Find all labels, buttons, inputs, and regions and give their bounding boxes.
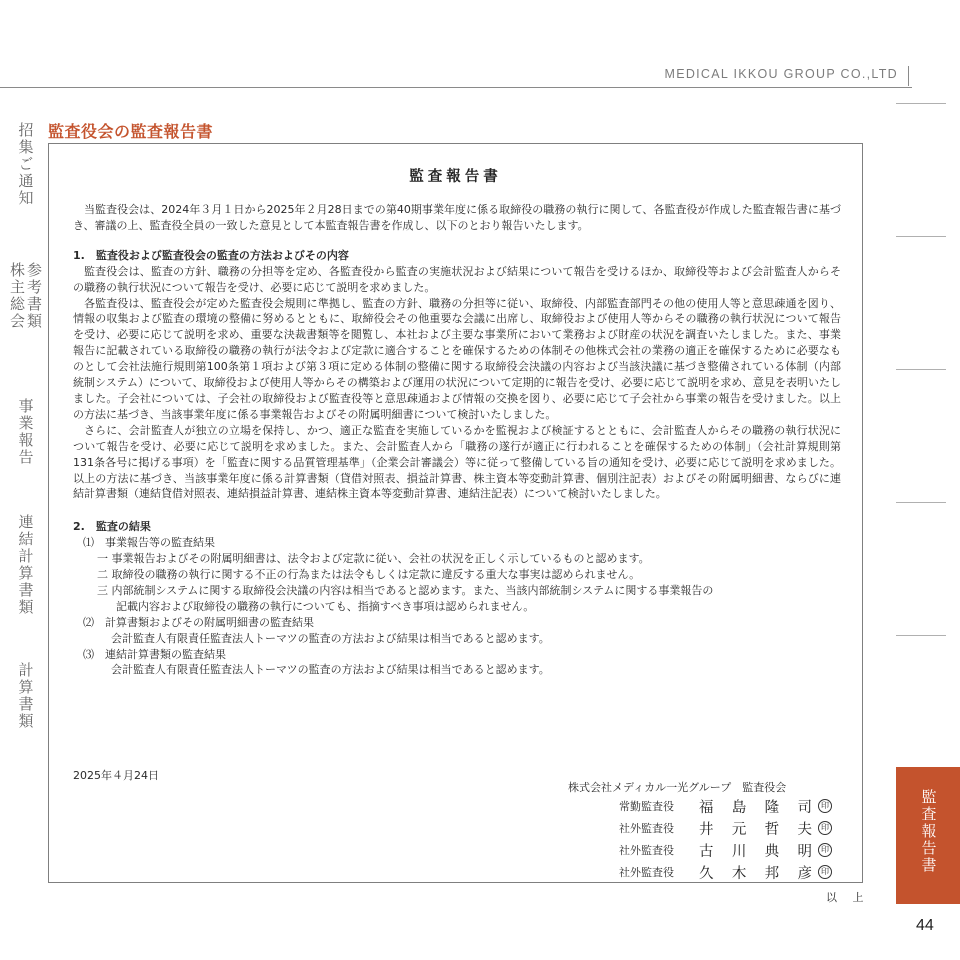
page-number: 44	[916, 917, 934, 934]
signatory-name	[687, 840, 818, 861]
name-char: 久	[699, 865, 714, 882]
signatory-row	[619, 796, 849, 816]
sub-1-item-3-cont: 記載内容および取締役の職務の執行についても、指摘すべき事項は認められません。	[116, 599, 535, 613]
signatory-row	[619, 862, 849, 882]
side-tab-divider	[896, 103, 946, 104]
section-title: 監査役会の監査報告書	[48, 122, 214, 141]
signatory-role: 社外監査役	[619, 866, 674, 879]
signatory-row	[619, 818, 849, 838]
seal-icon: 印	[818, 799, 832, 813]
side-tab-label: 監査報告書	[919, 789, 938, 874]
name-char: 哲	[764, 821, 780, 838]
sub-1-item-3: 三 内部統制システムに関する取締役会決議の内容は相当であると認めます。また、当該内部統制システムに関する事業報告の	[97, 583, 714, 597]
sub-3-body: 会計監査人有限責任監査法人トーマツの監査の方法および結果は相当であると認めます。	[111, 663, 550, 677]
section-1-paragraph-1: 監査役会は、監査の方針、職務の分担等を定め、各監査役から監査の実施状況および結果について報告を受けるほか、取締役等および会計監査人からその職務の執行状況について報告を受け、必要に応じて説明を求めました。	[73, 264, 841, 294]
name-char: 典	[764, 843, 780, 860]
side-tab-divider	[896, 635, 946, 636]
sub-1-item-1: 一 事業報告およびその附属明細書は、法令および定款に従い、会社の状況を正しく示しているものと認めます。	[97, 552, 650, 566]
end-note: 以 上	[826, 891, 870, 904]
name-char: 島	[731, 799, 747, 816]
signatory-name	[687, 818, 818, 839]
side-tab-divider	[896, 236, 946, 237]
report-body	[73, 202, 841, 678]
signatory-role: 社外監査役	[619, 844, 674, 857]
name-char: 福	[699, 799, 714, 816]
name-char: 木	[731, 865, 747, 882]
side-tab-reference[interactable]	[0, 262, 50, 330]
side-tab-label: 招集ご通知	[16, 122, 35, 207]
signatory-name	[687, 796, 818, 817]
side-tab-label: 参考書類	[25, 262, 43, 330]
side-tab-label: 計算書類	[16, 662, 35, 730]
side-tab-label: 株主総会	[8, 262, 26, 330]
sub-3-heading: ⑶ 連結計算書類の監査結果	[83, 647, 226, 661]
side-tab-business-report[interactable]	[0, 398, 50, 466]
name-char: 隆	[764, 799, 780, 816]
side-tab-label: 連結計算書類	[16, 514, 35, 616]
report-intro: 当監査役会は、2024年３月１日から2025年２月28日までの第40期事業年度に係る取締役の職務の執行に関して、各監査役が作成した監査報告書に基づき、審議の上、監査役全員の一致した意見として本監査報告書を作成し、以下のとおり報告いたします。	[73, 203, 841, 232]
board-name: 株式会社メディカル一光グループ 監査役会	[568, 781, 787, 794]
side-tab-audit-report[interactable]	[896, 767, 960, 904]
sub-2-heading: ⑵ 計算書類およびその附属明細書の監査結果	[83, 615, 314, 629]
section-1-heading: 1. 監査役および監査役会の監査の方法およびその内容	[73, 248, 349, 262]
name-char: 明	[797, 843, 812, 860]
seal-icon: 印	[818, 865, 832, 879]
side-tab-active-wrap	[896, 789, 960, 874]
signatory-row	[619, 840, 849, 860]
name-char: 川	[731, 843, 747, 860]
report-title: 監査報告書	[409, 169, 502, 185]
signatory-name	[687, 862, 818, 883]
name-char: 彦	[797, 865, 812, 882]
side-tab-divider	[896, 502, 946, 503]
side-tab-notice[interactable]	[0, 122, 50, 207]
sub-1-heading: ⑴ 事業報告等の監査結果	[83, 536, 215, 550]
side-tab-divider	[896, 369, 946, 370]
name-char: 夫	[797, 821, 812, 838]
audit-report-box	[48, 143, 863, 883]
side-tab-label: 事業報告	[16, 398, 35, 466]
company-name: MEDICAL IKKOU GROUP CO.,LTD	[664, 67, 898, 81]
side-tab-consolidated[interactable]	[0, 514, 50, 616]
section-1-paragraph-2: 各監査役は、監査役会が定めた監査役会規則に準拠し、監査の方針、職務の分担等に従い、取締役、内部監査部門その他の使用人等と意思疎通を図り、情報の収集および監査の環境の整備に努めるとともに、取締役会その他重要な会議に出席し、取締役および使用人等からその職務の執行状況について報告を受け、必要に応じて説明を求め、重要な決裁書類等を閲覧し、本社および主要な事業所において業務および財産の状況を調査いたしました。また、事業報告に記載されている取締役の職務の執行が法令および定款に適合することを確保するための体制その他株式会社の業務の適正を確保するために必要なものとして会社法施行規則第100条第１項および第３項に定める体制の整備に関する取締役会決議の内容および当該決議に基づき整備されている体制（内部統制システム）について、取締役および使用人等からその構築および運用の状況について定期的に報告を受け、必要に応じて説明を求め、意見を表明いたしました。子会社については、子会社の取締役および監査役等と意思疎通および情報の交換を図り、必要に応じて子会社から事業の報告を受けました。以上の方法に基づき、当該事業年度に係る事業報告およびその附属明細書について検討いたしました。	[73, 296, 841, 421]
name-char: 邦	[764, 865, 780, 882]
header-rule	[0, 87, 912, 88]
side-tab-financial[interactable]	[0, 662, 50, 730]
name-char: 司	[797, 799, 812, 816]
name-char: 元	[731, 821, 747, 838]
name-char: 井	[699, 821, 714, 838]
report-date: 2025年４月24日	[73, 769, 159, 782]
signatory-role: 常勤監査役	[619, 800, 674, 813]
sub-1-item-2: 二 取締役の職務の執行に関する不正の行為または法令もしくは定款に違反する重大な事実は認められません。	[97, 568, 641, 582]
signatory-role: 社外監査役	[619, 822, 674, 835]
seal-icon: 印	[818, 821, 832, 835]
seal-icon: 印	[818, 843, 832, 857]
section-2-heading: 2. 監査の結果	[73, 520, 151, 534]
section-1-paragraph-3: さらに、会計監査人が独立の立場を保持し、かつ、適正な監査を実施しているかを監視および検証するとともに、会計監査人からその職務の執行状況について報告を受け、必要に応じて説明を求めました。また、会計監査人から「職務の遂行が適正に行われることを確保するための体制」（会社計算規則第131条各号に掲げる事項）を「監査に関する品質管理基準」（企業会計審議会）等に従って整備している旨の通知を受け、必要に応じて説明を求めました。以上の方法に基づき、当該事業年度に係る計算書類（貸借対照表、損益計算書、株主資本等変動計算書、個別注記表）およびその附属明細書、ならびに連結計算書類（連結貸借対照表、連結損益計算書、連結株主資本等変動計算書、連結注記表）について検討いたしました。	[73, 423, 841, 501]
name-char: 古	[699, 843, 714, 860]
header-tick	[908, 66, 909, 86]
sub-2-body: 会計監査人有限責任監査法人トーマツの監査の方法および結果は相当であると認めます。	[111, 631, 550, 645]
